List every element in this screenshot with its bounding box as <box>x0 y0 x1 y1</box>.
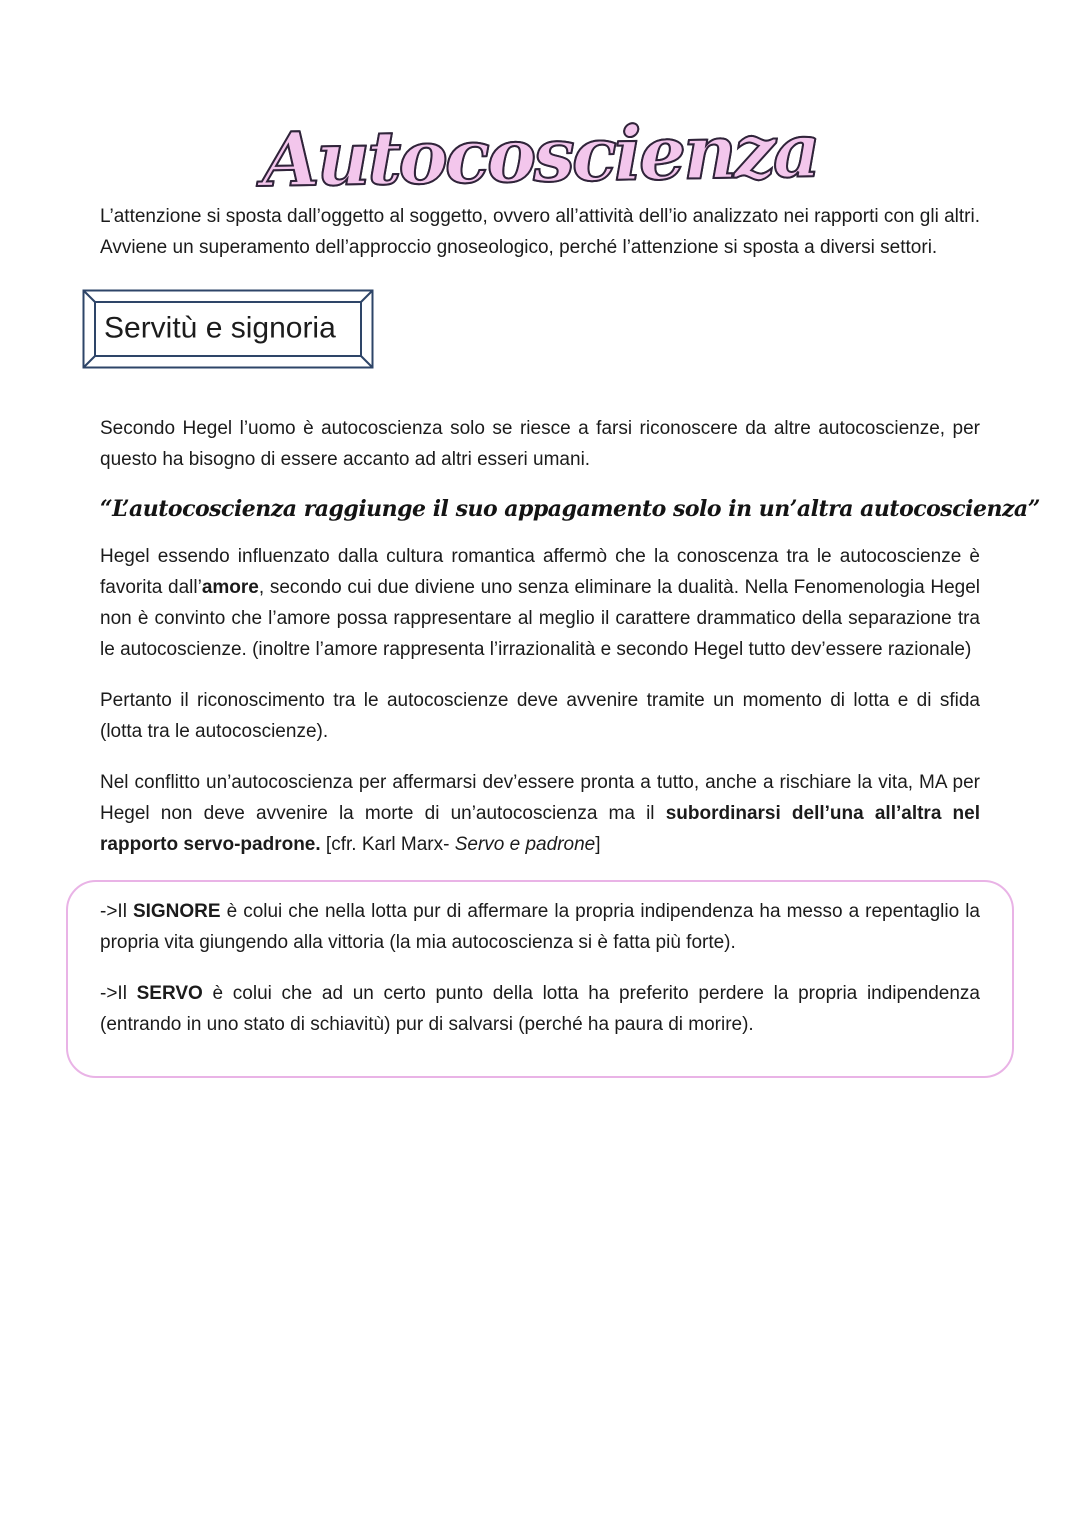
page-title: Autocoscienza <box>261 108 819 204</box>
highlight-box <box>66 880 1014 1078</box>
title-row <box>0 0 1080 204</box>
intro-paragraph: L’attenzione si sposta dall’oggetto al soggetto, ovvero all’attività dell’io analizzato nei rapporti con gli altri. Avviene un superamento dell’approccio gnoseologico, perché l’attenzione si sposta a diversi settori. <box>100 205 980 258</box>
paragraph-hegel-intro: Secondo Hegel l’uomo è autocoscienza solo se riesce a farsi riconoscere da altre autocoscienze, per questo ha bisogno di essere accanto ad altri esseri umani. <box>100 417 980 470</box>
paragraph-conflitto: Nel conflitto un’autocoscienza per affermarsi dev’essere pronta a tutto, anche a rischiare la vita, MA per Hegel non deve avvenire la morte di un’autocoscienza ma il subordinarsi dell’una all’altra nel rapporto servo-padrone. [cfr. Karl Marx- Servo e padrone] <box>100 772 980 856</box>
paragraph-amore: Hegel essendo influenzato dalla cultura romantica affermò che la conoscenza tra le autocoscienze è favorita dall’amore, secondo cui due diviene uno senza eliminare la dualità. Nella Fenomenologia Hegel non è convinto che l’amore possa rappresentare al meglio il carattere drammatico della separazione tra le autocoscienze. (inoltre l’amore rappresenta l’irrazionalità e secondo Hegel tutto dev’essere razionale) <box>100 546 980 661</box>
paragraph-pertanto: Pertanto il riconoscimento tra le autocoscienze deve avvenire tramite un momento di lotta e di sfida (lotta tra le autocoscienze). <box>100 690 980 743</box>
document-content <box>100 201 1040 1079</box>
highlight-item-signore: ->Il SIGNORE è colui che nella lotta pur di affermare la propria indipendenza ha messo a repentaglio la propria vita giungendo alla vittoria (la mia autocoscienza si è fatta più forte). <box>100 901 980 954</box>
highlight-item-servo: ->Il SERVO è colui che ad un certo punto della lotta ha preferito perdere la propria indipendenza (entrando in uno stato di schiavitù) pur di salvarsi (perché ha paura di morire). <box>100 983 980 1036</box>
section-heading: Servitù e signoria <box>104 311 336 345</box>
section-heading-box <box>82 289 374 369</box>
quote-line: “L’autocoscienza raggiunge il suo appagamento solo in un’altra autocoscienza” <box>100 495 1040 522</box>
